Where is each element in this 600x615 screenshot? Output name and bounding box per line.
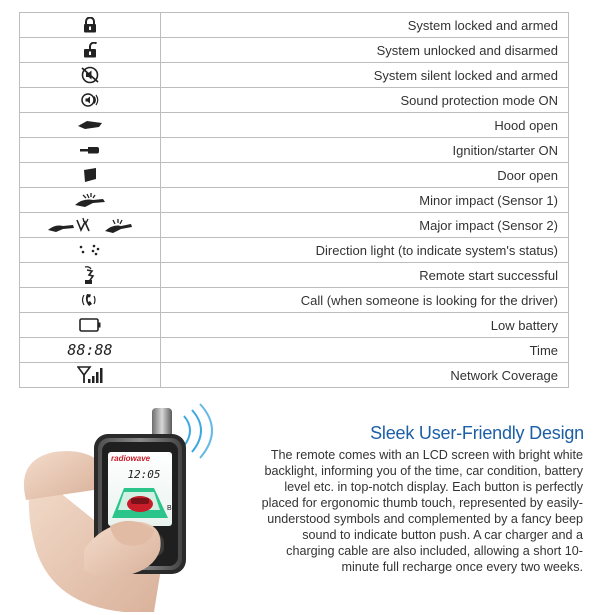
legend-row xyxy=(20,188,569,213)
legend-row xyxy=(20,338,569,363)
lock-open-icon xyxy=(20,38,161,63)
time-display-icon xyxy=(20,338,161,363)
legend-row xyxy=(20,63,569,88)
legend-label: Sound protection mode ON xyxy=(161,88,569,113)
low-battery-icon xyxy=(20,313,161,338)
ignition-key-icon xyxy=(20,138,161,163)
minor-impact-icon xyxy=(20,188,161,213)
legend-row xyxy=(20,13,569,38)
signal-wave-icon xyxy=(184,416,190,446)
legend-row xyxy=(20,213,569,238)
legend-label: Major impact (Sensor 2) xyxy=(161,213,569,238)
legend-label: Hood open xyxy=(161,113,569,138)
major-impact-icon xyxy=(20,213,161,238)
legend-label: System unlocked and disarmed xyxy=(161,38,569,63)
remote-in-hand-illustration xyxy=(14,400,250,612)
legend-label: Minor impact (Sensor 1) xyxy=(161,188,569,213)
legend-label: Door open xyxy=(161,163,569,188)
legend-row xyxy=(20,38,569,63)
remote-status-letter: B xyxy=(167,505,172,512)
legend-label: System locked and armed xyxy=(161,13,569,38)
door-open-icon xyxy=(20,163,161,188)
legend-label: Call (when someone is looking for the driver) xyxy=(161,288,569,313)
icon-legend-table xyxy=(19,12,569,388)
time-display-digits: 88:88 xyxy=(67,340,113,359)
legend-label: Remote start successful xyxy=(161,263,569,288)
direction-light-icon xyxy=(20,238,161,263)
legend-row xyxy=(20,363,569,388)
network-coverage-icon xyxy=(20,363,161,388)
legend-row xyxy=(20,163,569,188)
remote-brand-label: radiowave xyxy=(111,454,151,463)
legend-row xyxy=(20,288,569,313)
legend-label: System silent locked and armed xyxy=(161,63,569,88)
silent-speaker-icon xyxy=(20,63,161,88)
legend-label: Time xyxy=(161,338,569,363)
feature-description: The remote comes with an LCD screen with bright white backlight, informing you of the time, car condition, battery level etc. in top-notch display. Each button is perfectly placed for ergonomic thumb touch, represented by easily-understood symbols and complemented by a fancy beep sound to indicate button push. A car charger and a charging cable are also included, allowing a short 10-minute full recharge once every two weeks. xyxy=(261,448,583,574)
legend-label: Ignition/starter ON xyxy=(161,138,569,163)
legend-row xyxy=(20,263,569,288)
remote-start-icon xyxy=(20,263,161,288)
call-icon xyxy=(20,288,161,313)
hood-open-icon xyxy=(20,113,161,138)
lock-closed-icon xyxy=(20,13,161,38)
legend-label: Low battery xyxy=(161,313,569,338)
sound-protection-icon xyxy=(20,88,161,113)
legend-row xyxy=(20,138,569,163)
legend-row xyxy=(20,88,569,113)
legend-row xyxy=(20,113,569,138)
legend-row xyxy=(20,238,569,263)
legend-label: Network Coverage xyxy=(161,363,569,388)
feature-title: Sleek User-Friendly Design xyxy=(370,423,584,443)
legend-row xyxy=(20,313,569,338)
remote-clock-label: 12:05 xyxy=(127,468,161,481)
legend-label: Direction light (to indicate system's status) xyxy=(161,238,569,263)
